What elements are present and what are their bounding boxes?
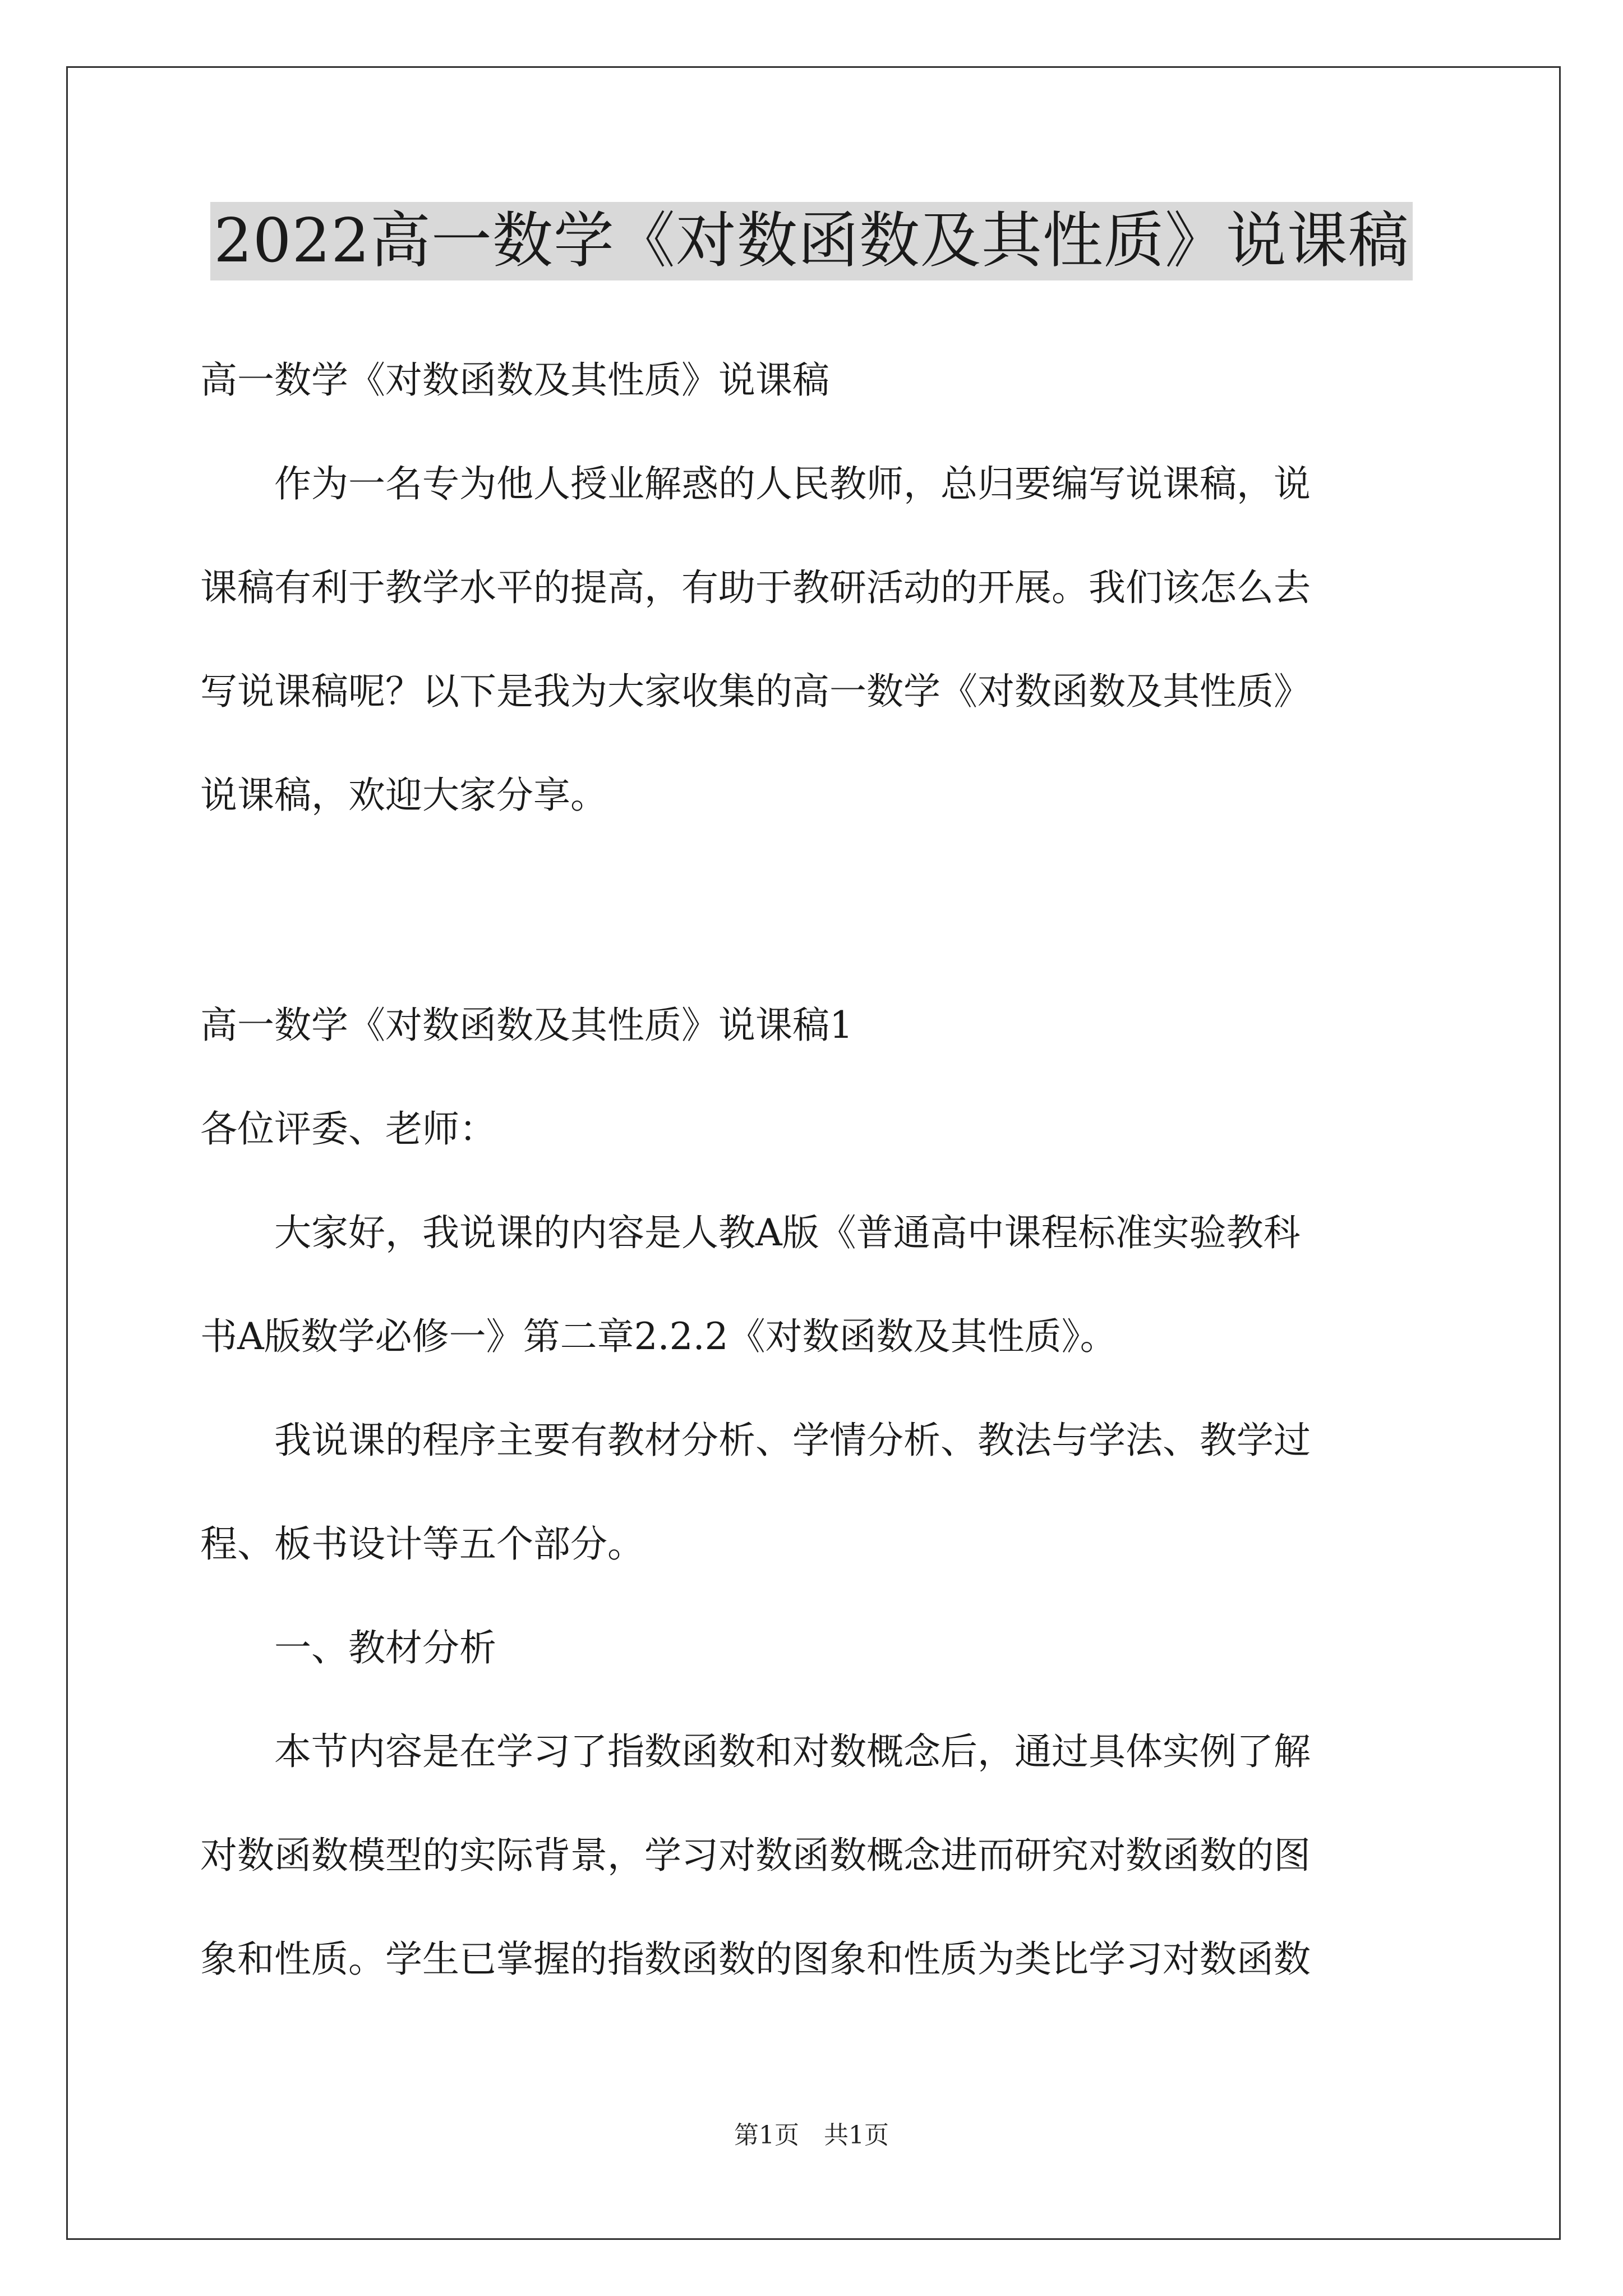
intro-block xyxy=(200,328,1434,847)
subtitle: 高一数学《对数函数及其性质》说课稿 xyxy=(200,358,829,402)
intro-line-1: 作为一名专为他人授业解惑的人民教师，总归要编写说课稿，说 xyxy=(274,462,1311,505)
paragraph-3-line-1: 本节内容是在学习了指数函数和对数概念后，通过具体实例了解 xyxy=(274,1730,1311,1773)
page-footer: 第1页 共1页 xyxy=(734,2121,889,2150)
paragraph-3-line-2: 对数函数模型的实际背景，学习对数函数概念进而研究对数函数的图 xyxy=(200,1834,1311,1877)
paragraph-1-line-1: 大家好，我说课的内容是人教A版《普通高中课程标准实验教科 xyxy=(274,1211,1301,1254)
intro-line-4: 说课稿，欢迎大家分享。 xyxy=(200,774,607,817)
paragraph-2-line-1: 我说课的程序主要有教材分析、学情分析、教法与学法、教学过 xyxy=(274,1419,1311,1462)
subsection-heading: 一、教材分析 xyxy=(274,1626,496,1669)
document-title: 2022高一数学《对数函数及其性质》说课稿 xyxy=(210,202,1413,280)
title-container xyxy=(0,202,1623,280)
paragraph-1-line-2: 书A版数学必修一》第二章2.2.2《对数函数及其性质》。 xyxy=(200,1315,1117,1358)
greeting: 各位评委、老师： xyxy=(200,1107,496,1151)
intro-line-3: 写说课稿呢？以下是我为大家收集的高一数学《对数函数及其性质》 xyxy=(200,670,1311,713)
lesson-block xyxy=(200,973,1434,2011)
paragraph-3-line-3: 象和性质。学生已掌握的指数函数的图象和性质为类比学习对数函数 xyxy=(200,1938,1311,1981)
paragraph-2-line-2: 程、板书设计等五个部分。 xyxy=(200,1522,644,1566)
intro-line-2: 课稿有利于教学水平的提高，有助于教研活动的开展。我们该怎么去 xyxy=(200,566,1311,609)
section-heading: 高一数学《对数函数及其性质》说课稿1 xyxy=(200,1004,853,1047)
